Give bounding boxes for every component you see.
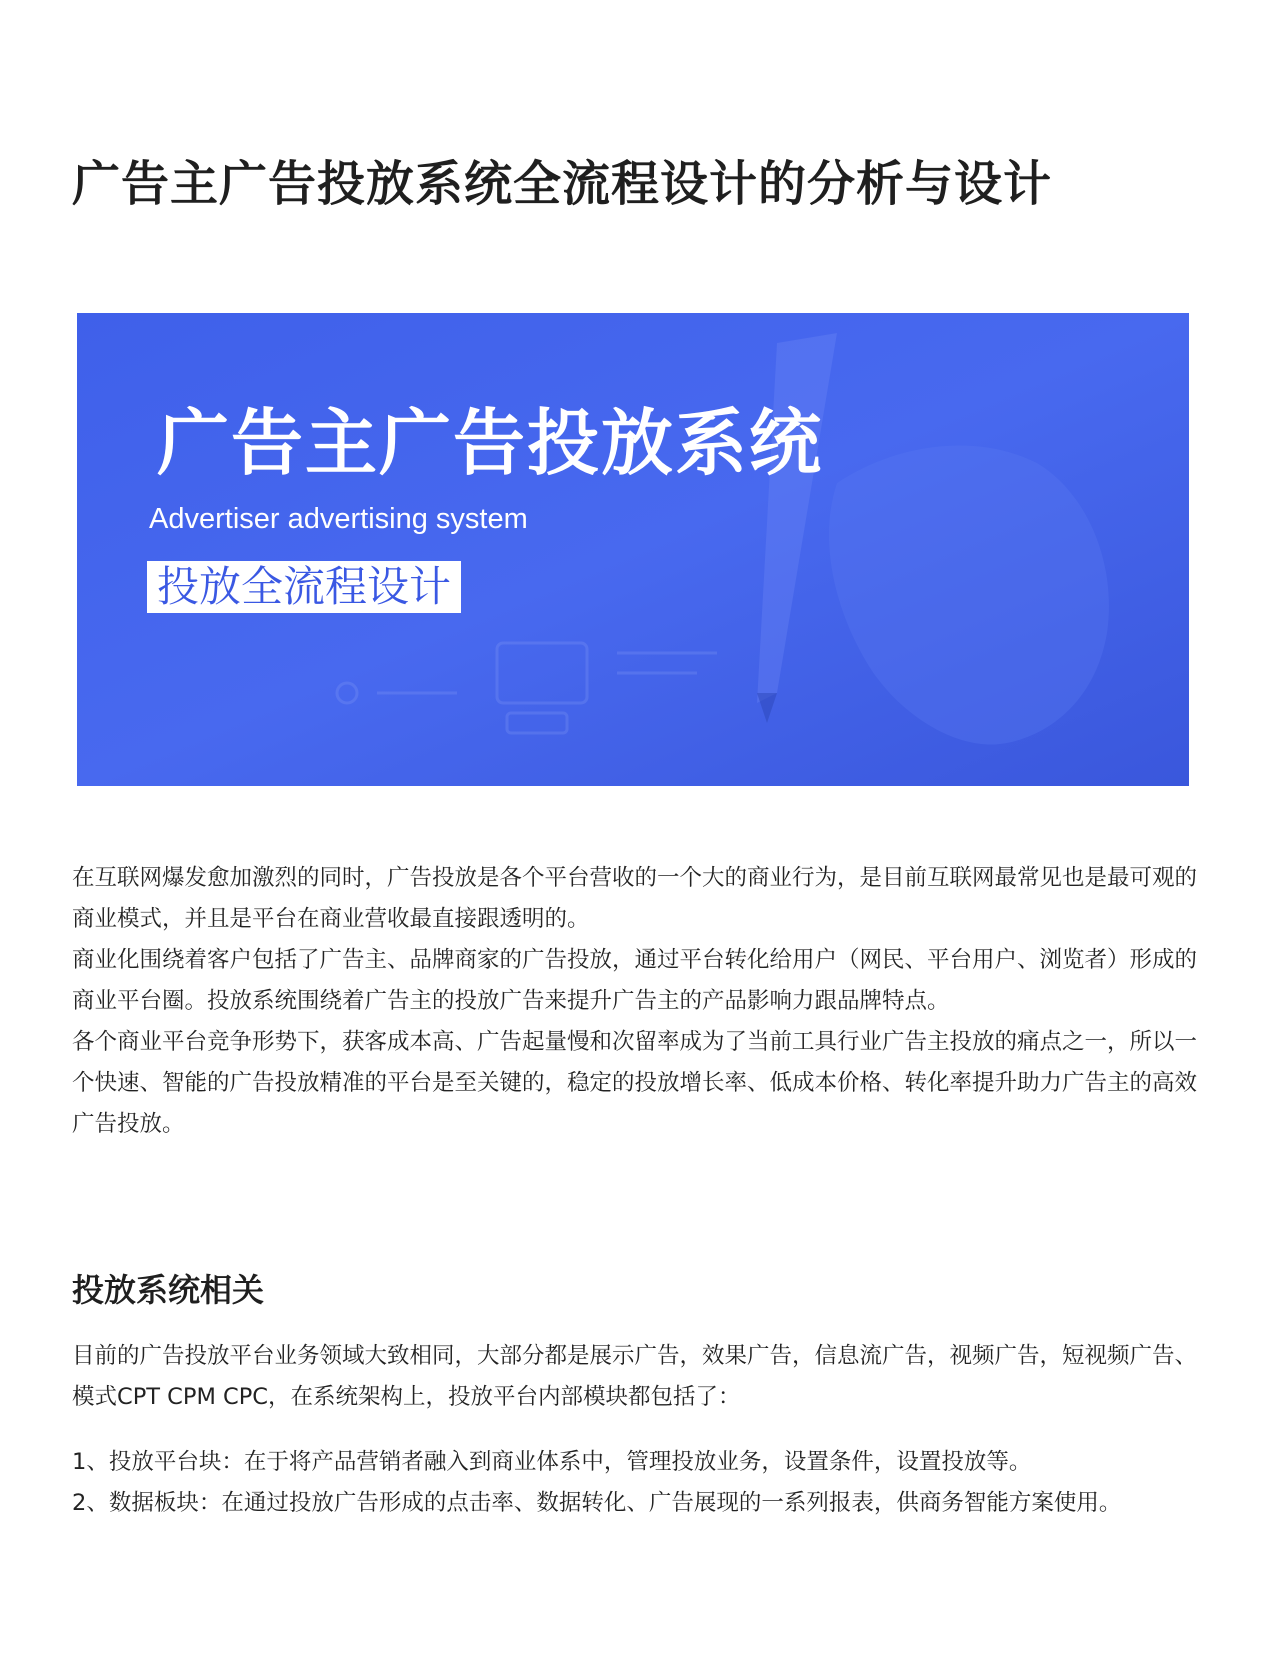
banner-title: 广告主广告投放系统	[157, 401, 824, 485]
banner-tag: 投放全流程设计	[147, 561, 461, 613]
banner-image	[77, 313, 1189, 786]
banner-subtitle: Advertiser advertising system	[149, 503, 528, 535]
page-title: 广告主广告投放系统全流程设计的分析与设计	[72, 156, 1053, 212]
intro-paragraph: 在互联网爆发愈加激烈的同时，广告投放是各个平台营收的一个大的商业行为，是目前互联网最常见也是最可观的商业模式，并且是平台在商业营收最直接跟透明的。	[72, 865, 1198, 932]
module-list	[72, 1442, 1208, 1524]
list-item: 2、数据板块：在通过投放广告形成的点击率、数据转化、广告展现的一系列报表，供商务智能方案使用。	[72, 1490, 1122, 1516]
list-item: 1、投放平台块：在于将产品营销者融入到商业体系中，管理投放业务，设置条件，设置投放等。	[72, 1449, 1032, 1475]
intro-paragraph: 商业化围绕着客户包括了广告主、品牌商家的广告投放，通过平台转化给用户（网民、平台用户、浏览者）形成的商业平台圈。投放系统围绕着广告主的投放广告来提升广告主的产品影响力跟品牌特点。	[72, 947, 1198, 1014]
intro-paragraph: 各个商业平台竞争形势下，获客成本高、广告起量慢和次留率成为了当前工具行业广告主投放的痛点之一，所以一个快速、智能的广告投放精准的平台是至关键的，稳定的投放增长率、低成本价格、转化率提升助力广告主的高效广告投放。	[72, 1029, 1198, 1137]
intro-text	[72, 858, 1208, 1145]
banner-background	[77, 313, 1189, 786]
section-intro: 目前的广告投放平台业务领域大致相同，大部分都是展示广告，效果广告，信息流广告，视频广告，短视频广告、模式CPT CPM CPC，在系统架构上，投放平台内部模块都包括了：	[72, 1343, 1198, 1410]
section-title: 投放系统相关	[72, 1271, 265, 1309]
